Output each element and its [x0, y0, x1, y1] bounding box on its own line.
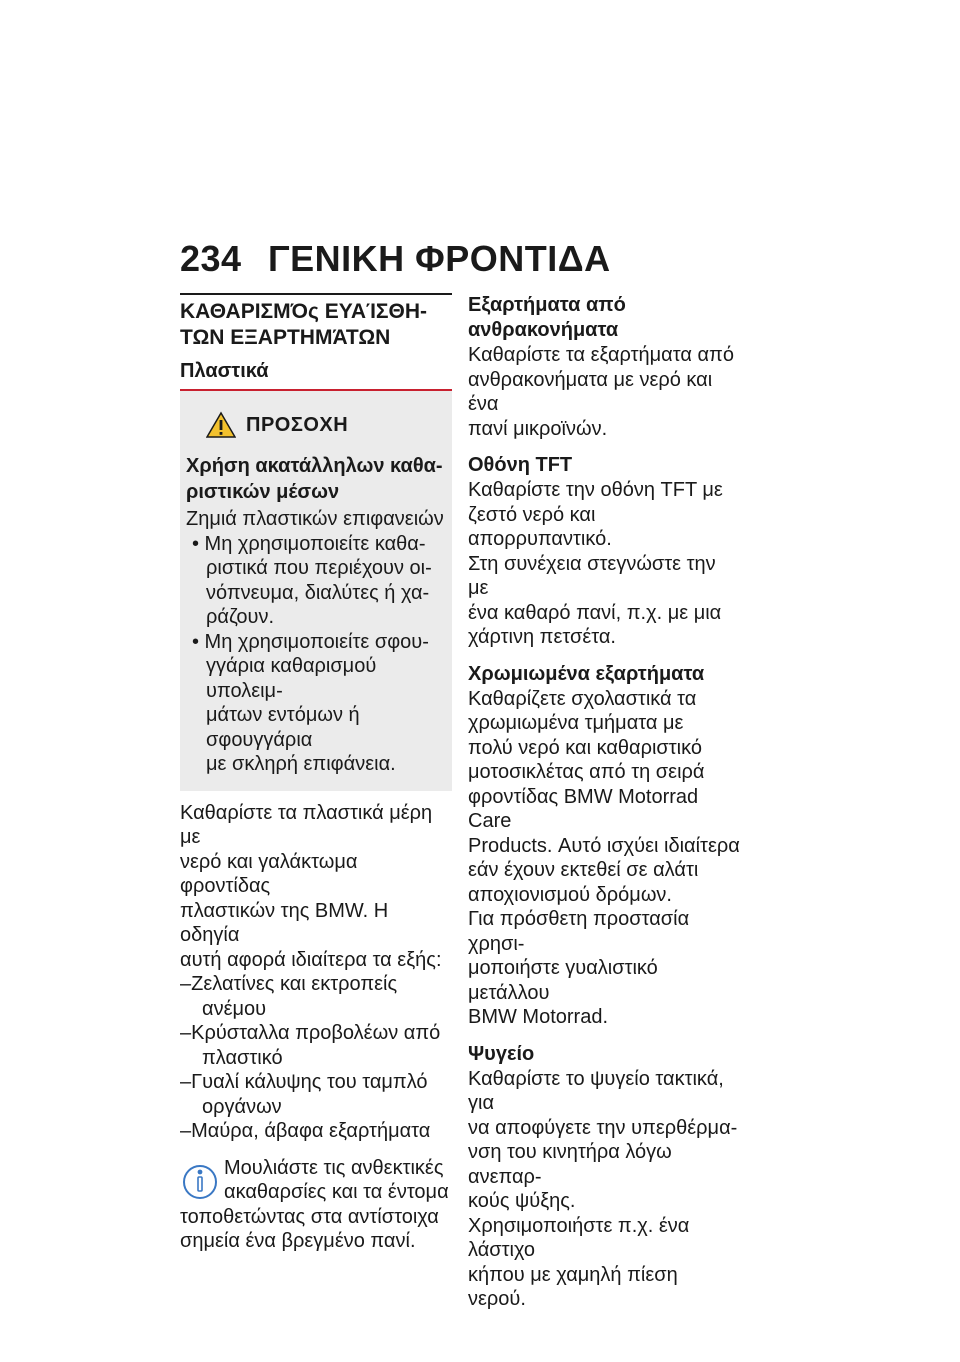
list-item: –Ζελατίνες και εκτροπείς	[180, 973, 398, 995]
subsection-title: Πλαστικά	[180, 360, 269, 382]
right-column	[468, 293, 740, 1312]
body-paragraph: Καθαρίστε τα πλαστικά μέρη με νερό και γαλάκτωμα φροντίδας πλαστικών της BMW. Η οδηγία αυτή αφορά ιδιαίτερα τα εξής:	[180, 801, 442, 971]
warning-bullet: • Μη χρησιμοποιείτε σφου- γγάρια καθαρισμού υπολειμ- μάτων εντόμων ή σφουγγάρια με σκληρή επιφάνεια.	[192, 630, 429, 775]
paragraph-radiator: Καθαρίστε το ψυγείο τακτικά, για να αποφύγετε την υπερθέρμα- νση του κινητήρα λόγω ανεπαρ- κούς ψύξης. Χρησιμοποιήστε π.χ. ένα λάστιχο κήπου με χαμηλή πίεση νερού.	[468, 1067, 738, 1310]
heading-radiator: Ψυγείο	[468, 1042, 535, 1065]
list-item: –Μαύρα, άβαφα εξαρτήματα	[180, 1120, 431, 1142]
paragraph-carbon: Καθαρίστε τα εξαρτήματα από ανθρακονήματα με νερό και ένα πανί μικροϊνών.	[468, 344, 734, 440]
warning-triangle-icon	[206, 411, 236, 439]
list-item: –Γυαλί κάλυψης του ταμπλό	[180, 1071, 428, 1093]
heading-chrome: Χρωμιωμένα εξαρτήματα	[468, 662, 705, 685]
chapter-title: ΓΕΝΙΚΗ ΦΡΟΝΤΙΔΑ	[268, 238, 611, 279]
page-number: 234	[180, 238, 242, 279]
page-header	[180, 238, 800, 280]
warning-label: ΠΡΟΣΟΧΗ	[246, 413, 349, 436]
warning-bullet: • Μη χρησιμοποιείτε καθα- ριστικά που περιέχουν οι- νόπνευμα, διαλύτες ή χα- ράζουν.	[192, 532, 432, 628]
warning-header	[206, 411, 444, 439]
warning-box	[180, 391, 452, 791]
list-item: –Κρύσταλλα προβολέων από	[180, 1022, 441, 1044]
dash-list: –Ζελατίνες και εκτροπείς ανέμου –Κρύσταλλα προβολέων από πλαστικό –Γυαλί κάλυψης του ταμπλό οργάνων –Μαύρα, άβαφα εξαρτήματα	[180, 972, 452, 1144]
left-column	[180, 293, 452, 1254]
heading-carbon: Εξαρτήματα από ανθρακονήματα	[468, 294, 626, 341]
warning-subtitle: Ζημιά πλαστικών επιφανειών	[186, 508, 444, 530]
paragraph-chrome: Καθαρίζετε σχολαστικά τα χρωμιωμένα τμήματα με πολύ νερό και καθαριστικό μοτοσικλέτας από τη σειρά φροντίδας BMW Motorrad Care Products. Αυτό ισχύει ιδιαίτερα εάν έχουν εκτεθεί σε αλάτι αποχιονισμού δρόμων. Για πρόσθετη προστασία χρησι- μοποιήστε γυαλιστικό μετάλλου BMW Motorrad.	[468, 687, 740, 1028]
heading-tft: Οθόνη TFT	[468, 454, 573, 476]
info-note: Μουλιάστε τις ανθεκτικές ακαθαρσίες και τα έντομα τοποθετώντας στα αντίστοιχα σημεία ένα βρεγμένο πανί.	[180, 1156, 449, 1252]
warning-title: Χρήση ακατάλληλων καθα- ριστικών μέσων	[186, 455, 443, 503]
info-icon	[182, 1160, 218, 1200]
section-title: ΚΑΘΑΡΙΣΜΌς ΕΥΑΊΣΘΗ- ΤΩΝ ΕΞΑΡΤΗΜΆΤΩΝ	[180, 293, 452, 351]
paragraph-tft: Καθαρίστε την οθόνη TFT με ζεστό νερό και απορρυπαντικό. Στη συνέχεια στεγνώστε την με ένα καθαρό πανί, π.χ. με μια χάρτινη πετσέτα.	[468, 479, 723, 648]
